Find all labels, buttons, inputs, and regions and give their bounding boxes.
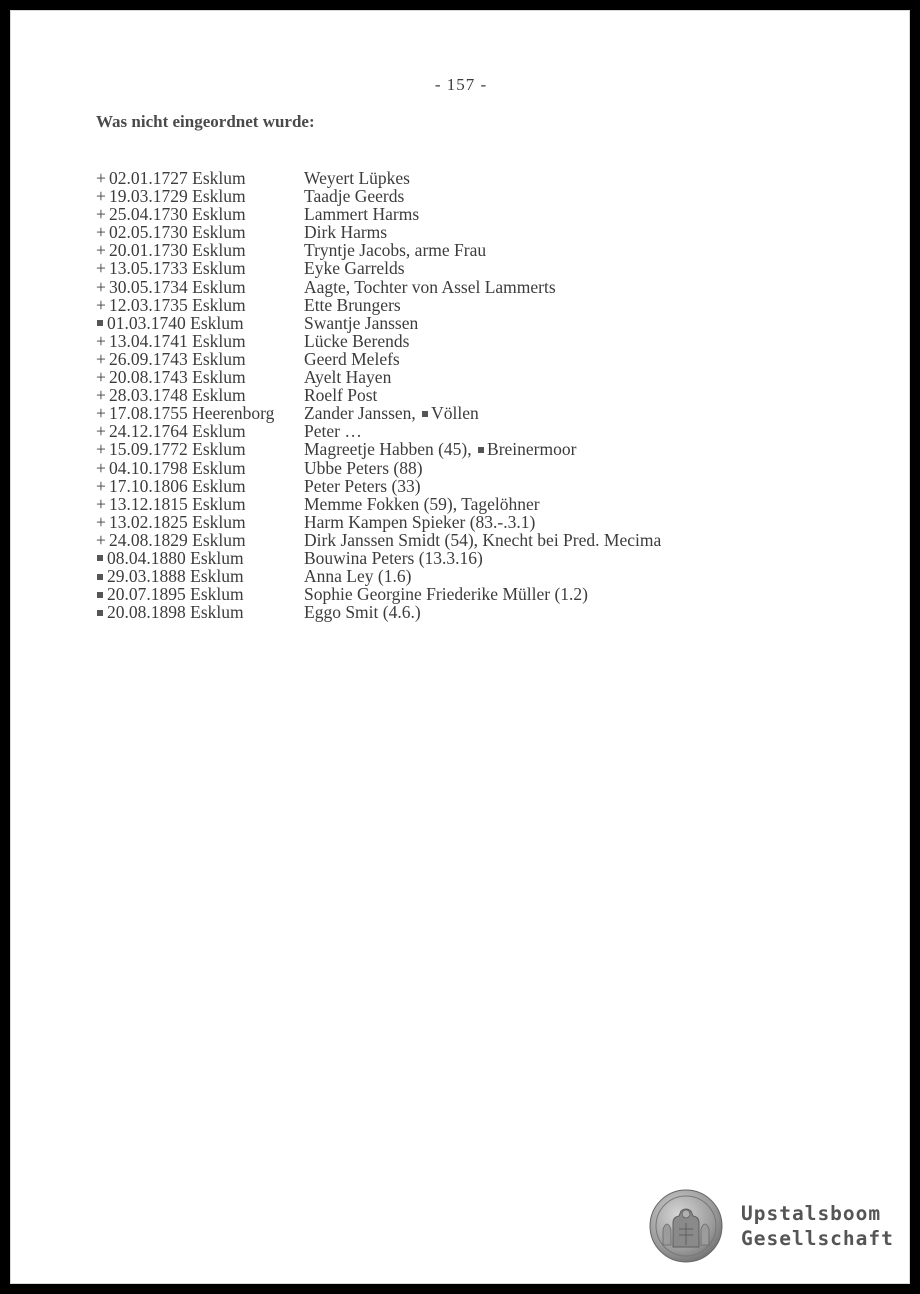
entry-row — [96, 169, 661, 187]
entry-name-text: Roelf Post — [304, 385, 378, 406]
entry-name-text: Dirk Harms — [304, 222, 388, 243]
entry-name — [304, 350, 400, 368]
entry-row — [96, 549, 661, 567]
entry-name-text: Ubbe Peters (88) — [304, 457, 423, 478]
death-cross-icon: + — [96, 421, 106, 442]
entry-name — [304, 404, 479, 422]
entry-date-text: 02.05.1730 Esklum — [109, 222, 246, 243]
entry-date-place — [96, 223, 304, 241]
entry-date-place — [96, 422, 304, 440]
entry-date-text: 30.05.1734 Esklum — [109, 276, 246, 297]
entry-row — [96, 332, 661, 350]
logo-line-1: Upstalsboom — [741, 1202, 882, 1225]
entry-date-place — [96, 187, 304, 205]
death-cross-icon: + — [96, 511, 106, 532]
entry-date-text: 28.03.1748 Esklum — [109, 385, 246, 406]
entry-name — [304, 332, 409, 350]
entry-name-text: Zander Janssen, — [304, 403, 416, 424]
entry-name-text: Peter … — [304, 421, 362, 442]
entry-name — [304, 296, 401, 314]
entry-date-place — [96, 477, 304, 495]
entry-date-text: 20.01.1730 Esklum — [109, 240, 246, 261]
entry-date-text: 13.04.1741 Esklum — [109, 330, 246, 351]
death-cross-icon: + — [96, 222, 106, 243]
burial-square-icon — [478, 447, 484, 453]
entry-date-place — [96, 495, 304, 513]
entry-date-text: 12.03.1735 Esklum — [109, 294, 246, 315]
entry-date-text: 01.03.1740 Esklum — [107, 312, 244, 333]
entry-name — [304, 187, 404, 205]
entry-name-suffix: Völlen — [431, 403, 479, 424]
entry-date-text: 13.02.1825 Esklum — [109, 511, 246, 532]
death-cross-icon: + — [96, 475, 106, 496]
entry-name — [304, 531, 661, 549]
entry-name-text: Tryntje Jacobs, arme Frau — [304, 240, 487, 261]
entry-date-place — [96, 259, 304, 277]
entry-name-text: Sophie Georgine Friederike Müller (1.2) — [304, 584, 588, 605]
entry-name — [304, 585, 588, 603]
entry-row — [96, 368, 661, 386]
entry-row — [96, 531, 661, 549]
entry-name — [304, 368, 391, 386]
entry-row — [96, 495, 661, 513]
burial-square-icon — [97, 610, 103, 616]
seal-icon — [649, 1189, 723, 1263]
death-cross-icon: + — [96, 529, 106, 550]
entry-date-place — [96, 567, 304, 585]
entry-row — [96, 350, 661, 368]
entry-date-place — [96, 513, 304, 531]
death-cross-icon: + — [96, 204, 106, 225]
entry-row — [96, 567, 661, 585]
entry-date-place — [96, 404, 304, 422]
burial-square-icon — [97, 320, 103, 326]
page-number: - 157 - — [434, 75, 488, 94]
entry-name — [304, 567, 411, 585]
entry-row — [96, 386, 661, 404]
entry-date-text: 08.04.1880 Esklum — [107, 547, 244, 568]
entry-name — [304, 169, 410, 187]
entry-date-place — [96, 603, 304, 621]
entry-row — [96, 404, 661, 422]
death-cross-icon: + — [96, 493, 106, 514]
entry-name — [304, 549, 483, 567]
entry-name-text: Memme Fokken (59), Tagelöhner — [304, 493, 540, 514]
entry-name-text: Aagte, Tochter von Assel Lammerts — [304, 276, 556, 297]
entry-date-place — [96, 585, 304, 603]
entry-date-place — [96, 350, 304, 368]
entry-name — [304, 278, 556, 296]
entry-name-text: Swantje Janssen — [304, 312, 419, 333]
entry-name — [304, 459, 423, 477]
entry-row — [96, 296, 661, 314]
entry-name-text: Taadje Geerds — [304, 186, 405, 207]
entry-date-text: 19.03.1729 Esklum — [109, 186, 246, 207]
section-heading: Was nicht eingeordnet wurde: — [96, 112, 315, 131]
death-cross-icon: + — [96, 186, 106, 207]
death-cross-icon: + — [96, 330, 106, 351]
entry-name — [304, 513, 535, 531]
entry-name-text: Bouwina Peters (13.3.16) — [304, 547, 483, 568]
entry-name — [304, 422, 362, 440]
entry-name — [304, 440, 576, 458]
entry-name — [304, 477, 421, 495]
entry-row — [96, 459, 661, 477]
entry-date-place — [96, 278, 304, 296]
entry-name-text: Harm Kampen Spieker (83.-.3.1) — [304, 511, 536, 532]
entry-name — [304, 205, 419, 223]
entry-date-place — [96, 531, 304, 549]
death-cross-icon: + — [96, 385, 106, 406]
logo-line-2: Gesellschaft — [741, 1227, 894, 1250]
entry-row — [96, 241, 661, 259]
entry-row — [96, 603, 661, 621]
entry-list — [96, 169, 661, 621]
entry-date-place — [96, 332, 304, 350]
burial-square-icon — [422, 411, 428, 417]
entry-name-text: Geerd Melefs — [304, 348, 400, 369]
entry-date-text: 13.05.1733 Esklum — [109, 258, 246, 279]
entry-date-place — [96, 386, 304, 404]
death-cross-icon: + — [96, 367, 106, 388]
logo-text — [741, 1201, 894, 1251]
entry-date-text: 29.03.1888 Esklum — [107, 566, 244, 587]
entry-row — [96, 477, 661, 495]
entry-name-text: Ette Brungers — [304, 294, 401, 315]
entry-date-text: 20.07.1895 Esklum — [107, 584, 244, 605]
entry-date-text: 17.08.1755 Heerenborg — [109, 403, 275, 424]
entry-date-place — [96, 368, 304, 386]
entry-date-place — [96, 459, 304, 477]
entry-row — [96, 259, 661, 277]
entry-date-place — [96, 440, 304, 458]
entry-date-place — [96, 169, 304, 187]
entry-name-text: Eggo Smit (4.6.) — [304, 602, 421, 623]
entry-row — [96, 422, 661, 440]
death-cross-icon: + — [96, 457, 106, 478]
entry-date-text: 15.09.1772 Esklum — [109, 439, 246, 460]
entry-date-place — [96, 314, 304, 332]
entry-date-text: 20.08.1898 Esklum — [107, 602, 244, 623]
entry-date-text: 17.10.1806 Esklum — [109, 475, 246, 496]
entry-date-text: 26.09.1743 Esklum — [109, 348, 246, 369]
burial-square-icon — [97, 592, 103, 598]
entry-row — [96, 205, 661, 223]
entry-row — [96, 314, 661, 332]
entry-date-place — [96, 241, 304, 259]
death-cross-icon: + — [96, 348, 106, 369]
entry-date-text: 24.12.1764 Esklum — [109, 421, 246, 442]
death-cross-icon: + — [96, 294, 106, 315]
document-page — [10, 10, 910, 1284]
entry-name-text: Eyke Garrelds — [304, 258, 405, 279]
death-cross-icon: + — [96, 168, 106, 188]
entry-date-place — [96, 549, 304, 567]
entry-name — [304, 603, 421, 621]
entry-row — [96, 223, 661, 241]
entry-name — [304, 259, 405, 277]
burial-square-icon — [97, 574, 103, 580]
entry-name-text: Dirk Janssen Smidt (54), Knecht bei Pred. Mecima — [304, 529, 662, 550]
entry-name — [304, 386, 377, 404]
entry-row — [96, 513, 661, 531]
publisher-logo — [649, 1189, 894, 1263]
death-cross-icon: + — [96, 258, 106, 279]
entry-name — [304, 223, 387, 241]
entry-name-text: Ayelt Hayen — [304, 367, 392, 388]
burial-square-icon — [97, 555, 103, 561]
entry-date-text: 13.12.1815 Esklum — [109, 493, 246, 514]
entry-row — [96, 278, 661, 296]
entry-name — [304, 495, 540, 513]
entry-date-text: 24.08.1829 Esklum — [109, 529, 246, 550]
entry-date-text: 25.04.1730 Esklum — [109, 204, 246, 225]
entry-name — [304, 314, 418, 332]
entry-date-text: 04.10.1798 Esklum — [109, 457, 246, 478]
entry-row — [96, 585, 661, 603]
entry-name-text: Lammert Harms — [304, 204, 420, 225]
entry-date-text: 20.08.1743 Esklum — [109, 367, 246, 388]
entry-name-text: Weyert Lüpkes — [304, 168, 410, 188]
entry-name-text: Peter Peters (33) — [304, 475, 421, 496]
entry-row — [96, 187, 661, 205]
entry-date-place — [96, 296, 304, 314]
death-cross-icon: + — [96, 403, 106, 424]
entry-date-place — [96, 205, 304, 223]
entry-row — [96, 440, 661, 458]
death-cross-icon: + — [96, 240, 106, 261]
entry-date-text: 02.01.1727 Esklum — [109, 168, 246, 188]
entry-name-text: Lücke Berends — [304, 330, 410, 351]
death-cross-icon: + — [96, 439, 106, 460]
entry-name-text: Magreetje Habben (45), — [304, 439, 472, 460]
entry-name — [304, 241, 486, 259]
entry-name-text: Anna Ley (1.6) — [304, 566, 412, 587]
death-cross-icon: + — [96, 276, 106, 297]
entry-name-suffix: Breinermoor — [487, 439, 577, 460]
